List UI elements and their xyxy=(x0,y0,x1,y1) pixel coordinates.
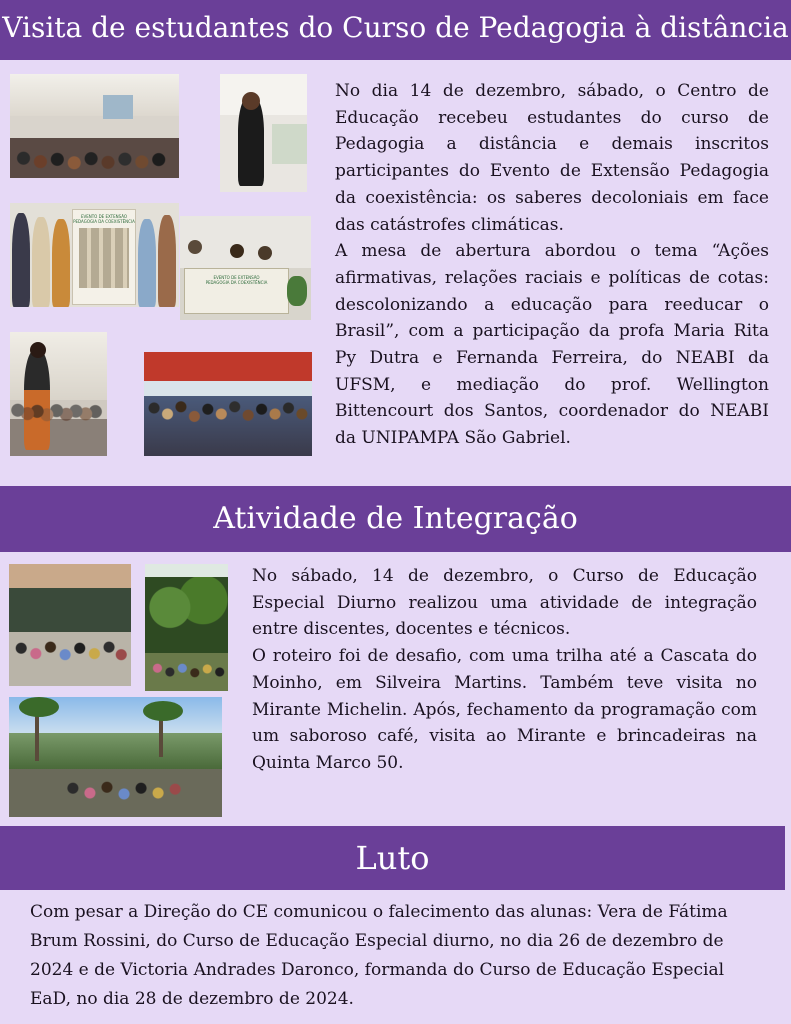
evento-banner-subtitle: PEDAGOGIA DA COEXISTÊNCIA xyxy=(73,219,135,224)
section-title-visita: Visita de estudantes do Curso de Pedagogia à distância xyxy=(0,0,791,60)
section-title-luto: Luto xyxy=(0,826,785,890)
photo-bus-group xyxy=(9,564,131,686)
photo-group-banner xyxy=(10,203,179,307)
section-title-integracao: Atividade de Integração xyxy=(0,486,791,552)
integracao-paragraph-1: No sábado, 14 de dezembro, o Curso de Educação Especial Diurno realizou uma atividade de integração entre discentes, docentes e técnicos. xyxy=(252,566,757,640)
visita-paragraph-1: No dia 14 de dezembro, sábado, o Centro de Educação recebeu estudantes do curso de Pedagogia a distância e demais inscritos participantes do Evento de Extensão Pedagogia da coexistência: os saberes decoloniais em face das catástrofes climáticas. xyxy=(335,81,769,235)
integracao-text xyxy=(252,563,757,777)
photo-dancer xyxy=(10,332,107,456)
luto-paragraph-1: Com pesar a Direção do CE comunicou o falecimento das alunas: Vera de Fátima Brum Rossini, do Curso de Educação Especial diurno, no dia 26 de dezembro de 2024 e de Victoria Andrades Daronco, formanda do Curso de Educação Especial EaD, no dia 28 de dezembro de 2024. xyxy=(30,902,728,1009)
photo-speaker xyxy=(220,74,307,192)
visita-text xyxy=(335,78,769,452)
luto-text xyxy=(30,898,765,1014)
photo-panel-table xyxy=(180,216,311,320)
table-banner-title: EVENTO DE EXTENSÃO xyxy=(213,275,260,280)
evento-banner-title: EVENTO DE EXTENSÃO xyxy=(80,214,128,219)
photo-forest-group xyxy=(145,564,228,691)
photo-auditorium xyxy=(10,74,179,178)
table-banner-subtitle: PEDAGOGIA DA COEXISTÊNCIA xyxy=(205,280,268,285)
photo-group-outdoor xyxy=(144,352,312,456)
visita-paragraph-2: A mesa de abertura abordou o tema “Ações afirmativas, relações raciais e políticas de cotas: descolonizando a educação para reeducar o Brasil”, com a participação da profa Maria Rita Py Dutra e Fernanda Ferreira, do NEABI da UFSM, e mediação do prof. Wellington Bittencourt dos Santos, coordenador do NEABI da UNIPAMPA São Gabriel. xyxy=(335,241,769,449)
integracao-paragraph-2: O roteiro foi de desafio, com uma trilha até a Cascata do Moinho, em Silveira Martins. Também teve visita no Mirante Michelin. Após, fechamento da programação com um saboroso café, visita ao Mirante e brincadeiras na Quinta Marco 50. xyxy=(252,646,757,773)
photo-mirante-group xyxy=(9,697,222,817)
